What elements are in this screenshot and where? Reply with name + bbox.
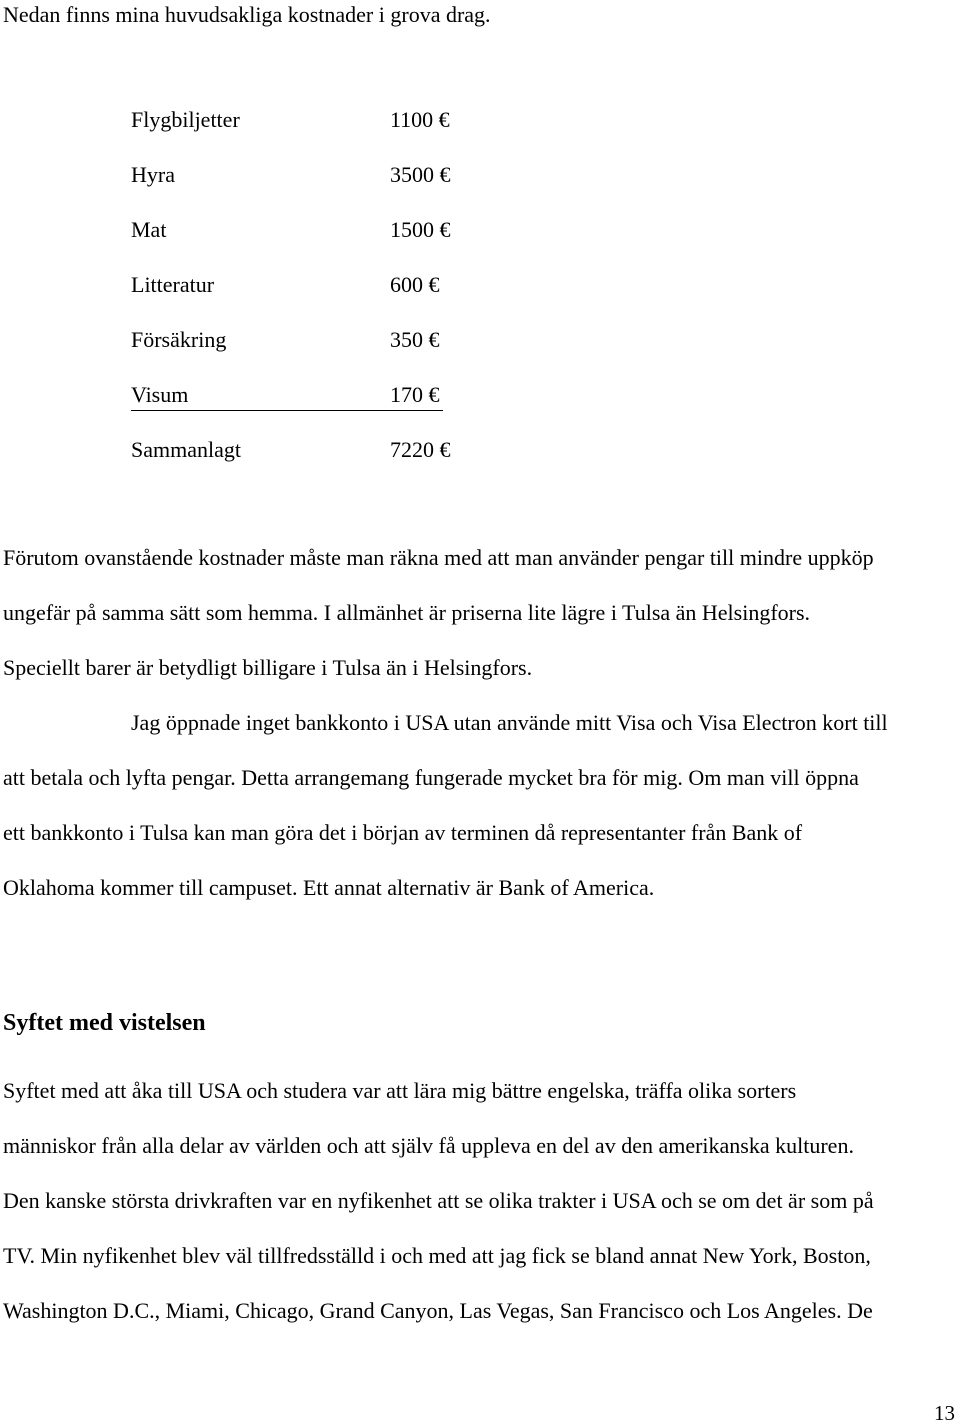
text-line: Syftet med att åka till USA och studera var att lära mig bättre engelska, träffa olika sorters bbox=[3, 1078, 797, 1103]
cost-row-food bbox=[131, 219, 461, 245]
cost-label: Försäkring bbox=[131, 327, 227, 352]
cost-row-total bbox=[131, 439, 461, 465]
cost-row-literature bbox=[131, 274, 461, 300]
text-line: människor från alla delar av världen och att själv få uppleva en del av den amerikanska kulturen. bbox=[3, 1133, 854, 1158]
cost-row-rent bbox=[131, 164, 461, 190]
cost-row-visa bbox=[131, 384, 443, 411]
text-line: ungefär på samma sätt som hemma. I allmänhet är priserna lite lägre i Tulsa än Helsingfors. bbox=[3, 600, 811, 625]
cost-value: 7220 € bbox=[390, 437, 451, 462]
text-line: TV. Min nyfikenhet blev väl tillfredsställd i och med att jag fick se bland annat New York, Boston, bbox=[3, 1243, 871, 1268]
page-number: 13 bbox=[934, 1401, 955, 1425]
cost-value: 170 € bbox=[390, 382, 440, 407]
cost-value: 1100 € bbox=[390, 107, 450, 132]
cost-label: Litteratur bbox=[131, 272, 215, 297]
intro-text: Nedan finns mina huvudsakliga kostnader i grova drag. bbox=[3, 2, 491, 27]
cost-value: 350 € bbox=[390, 327, 440, 352]
cost-label: Visum bbox=[131, 382, 189, 407]
text-line: Förutom ovanstående kostnader måste man räkna med att man använder pengar till mindre uppköp bbox=[3, 545, 874, 570]
cost-row-flights bbox=[131, 109, 461, 135]
cost-label: Hyra bbox=[131, 162, 175, 187]
section-heading: Syftet med vistelsen bbox=[3, 1010, 206, 1036]
cost-row-insurance bbox=[131, 329, 461, 355]
cost-value: 600 € bbox=[390, 272, 440, 297]
text-line: att betala och lyfta pengar. Detta arrangemang fungerade mycket bra för mig. Om man vill öppna bbox=[3, 765, 859, 790]
text-line: Jag öppnade inget bankkonto i USA utan använde mitt Visa och Visa Electron kort till bbox=[131, 710, 888, 735]
text-line: Den kanske största drivkraften var en nyfikenhet att se olika trakter i USA och se om det är som på bbox=[3, 1188, 874, 1213]
text-line: ett bankkonto i Tulsa kan man göra det i början av terminen då representanter från Bank of bbox=[3, 820, 803, 845]
cost-value: 1500 € bbox=[390, 217, 451, 242]
text-line: Oklahoma kommer till campuset. Ett annat alternativ är Bank of America. bbox=[3, 875, 655, 900]
cost-label: Mat bbox=[131, 217, 167, 242]
cost-label: Flygbiljetter bbox=[131, 107, 240, 132]
cost-label: Sammanlagt bbox=[131, 437, 241, 462]
text-line: Speciellt barer är betydligt billigare i Tulsa än i Helsingfors. bbox=[3, 655, 533, 680]
text-line: Washington D.C., Miami, Chicago, Grand Canyon, Las Vegas, San Francisco och Los Angeles. De bbox=[3, 1298, 873, 1323]
cost-value: 3500 € bbox=[390, 162, 451, 187]
